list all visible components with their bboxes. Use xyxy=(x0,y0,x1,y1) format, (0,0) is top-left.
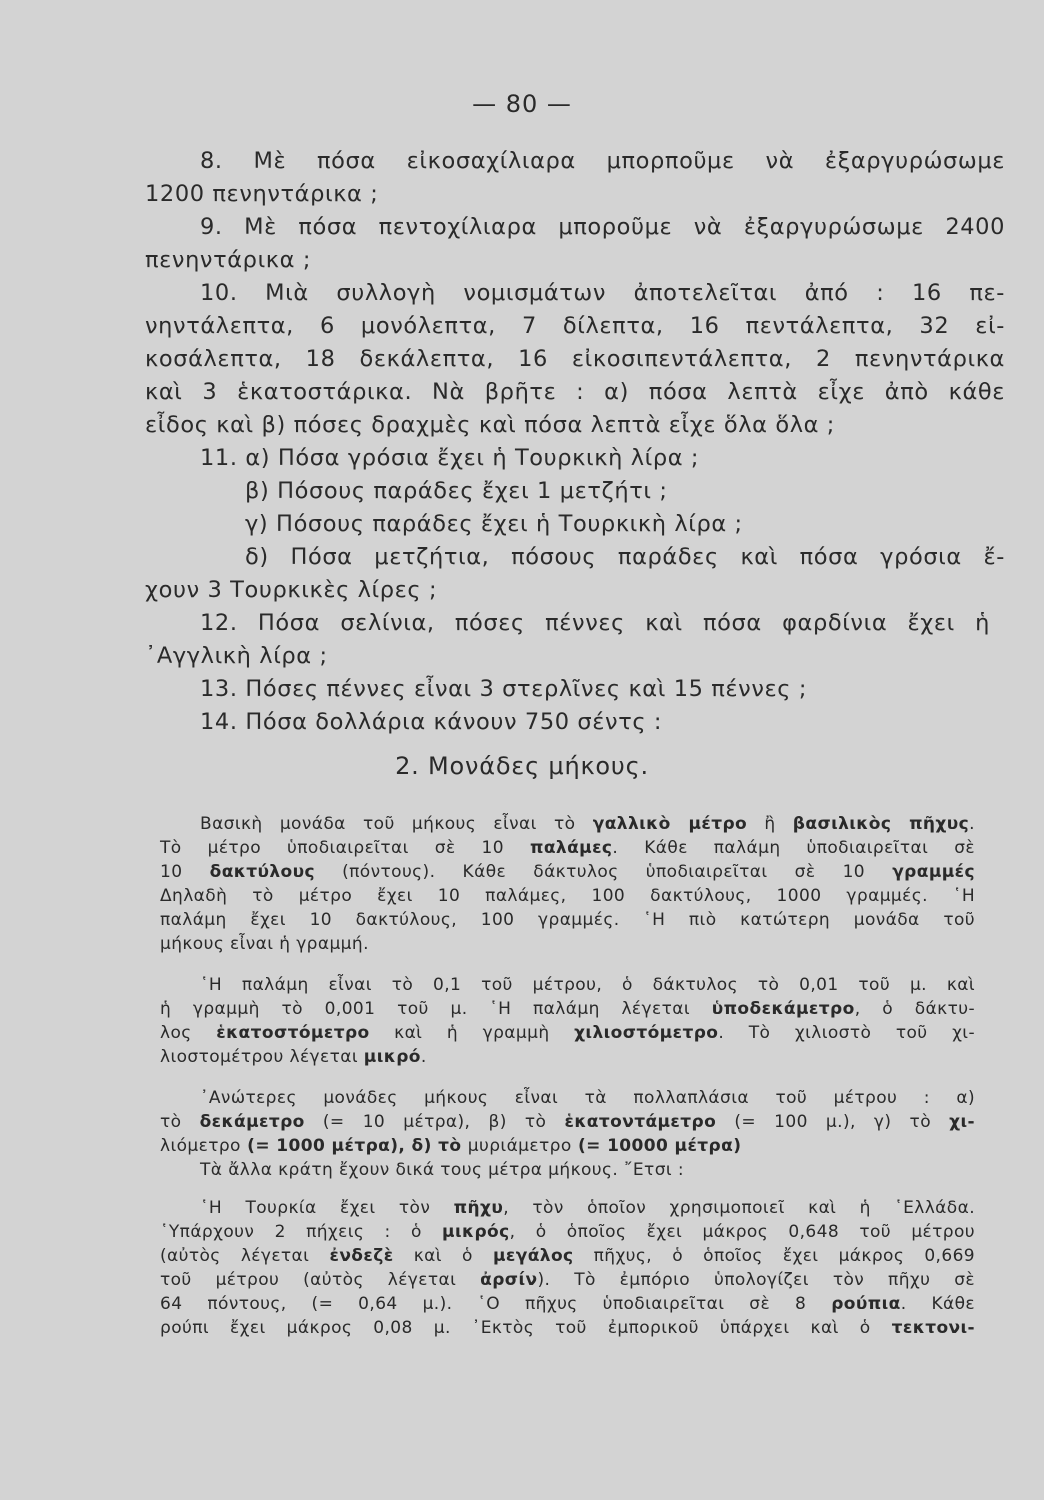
bold-term: δεκάμετρο xyxy=(199,1112,305,1132)
text-line xyxy=(160,884,975,908)
text-segment: Τὸ μέτρο ὑποδιαιρεῖται σὲ 10 xyxy=(160,838,530,858)
bold-term: χιλιοστόμετρο xyxy=(574,1023,719,1043)
text-segment: ῾Η παλάμη εἶναι τὸ 0,1 τοῦ μέτρου, ὁ δάκτυλος τὸ 0,01 τοῦ μ. καὶ xyxy=(200,975,975,995)
text-segment: (πόντους). Κάθε δάκτυλος ὑποδιαιρεῖται σὲ 10 xyxy=(314,862,893,882)
page-number: — 80 — xyxy=(472,90,572,118)
text-segment: . xyxy=(969,814,975,834)
text-line xyxy=(160,1268,975,1292)
bold-term: γραμμές xyxy=(892,862,975,882)
text-segment: (= 10 μέτρα), β) τὸ xyxy=(304,1112,565,1132)
exercise-line: 9. Μὲ πόσα πεντοχίλιαρα μποροῦμε νὰ ἐξαργυρώσωμε 2400 xyxy=(200,214,1005,240)
bold-term: γαλλικὸ μέτρο xyxy=(592,814,748,834)
text-line xyxy=(160,1110,975,1134)
text-segment: ). Τὸ ἐμπόριο ὑπολογίζει τὸν πῆχυ σὲ xyxy=(537,1270,975,1290)
bold-term: ἀρσίν xyxy=(480,1270,538,1290)
bold-term: (= 1000 μέτρα), δ) τὸ xyxy=(240,1136,468,1156)
text-line xyxy=(160,908,975,932)
text-segment: 10 xyxy=(160,862,210,882)
text-segment: καὶ ἡ γραμμὴ xyxy=(369,1023,575,1043)
exercise-line: 8. Μὲ πόσα εἰκοσαχίλιαρα μπορποῦμε νὰ ἐξαργυρώσωμε xyxy=(200,148,1005,174)
text-segment: ἡ γραμμὴ τὸ 0,001 τοῦ μ. ῾Η παλάμη λέγεται xyxy=(160,999,712,1019)
text-line xyxy=(160,932,975,956)
exercise-line: κοσάλεπτα, 18 δεκάλεπτα, 16 εἰκοσιπεντάλεπτα, 2 πενηντάρικα xyxy=(145,346,1005,372)
exercise-line: καὶ 3 ἑκατοστάρικα. Νὰ βρῆτε : α) πόσα λεπτὰ εἶχε ἀπὸ κάθε xyxy=(145,379,1005,405)
text-segment: μυριάμετρο xyxy=(467,1136,572,1156)
exercise-line: εἶδος καὶ β) πόσες δραχμὲς καὶ πόσα λεπτὰ εἶχε ὅλα ὅλα ; xyxy=(145,412,835,438)
text-line xyxy=(160,860,975,884)
text-segment: πῆχυς, ὁ ὁποῖος ἔχει μάκρος 0,669 xyxy=(573,1246,976,1266)
exercise-line: β) Πόσους παράδες ἔχει 1 μετζήτι ; xyxy=(245,478,668,504)
text-segment: Τὰ ἄλλα κράτη ἔχουν δικά τους μέτρα μήκους. ῎Ετσι : xyxy=(200,1160,684,1180)
exercise-line: γ) Πόσους παράδες ἔχει ἡ Τουρκικὴ λίρα ; xyxy=(245,511,743,537)
text-segment: . Τὸ χιλιοστὸ τοῦ χι- xyxy=(718,1023,975,1043)
text-line xyxy=(160,1045,975,1069)
text-segment: μήκους εἶναι ἡ γραμμή. xyxy=(160,934,369,954)
exercise-line: 1200 πενηντάρικα ; xyxy=(145,181,379,207)
text-segment: , ὁ ὁποῖος ἔχει μάκρος 0,648 τοῦ μέτρου xyxy=(509,1222,975,1242)
exercise-line: νηντάλεπτα, 6 μονόλεπτα, 7 δίλεπτα, 16 πεντάλεπτα, 32 εἰ- xyxy=(145,313,1005,339)
text-segment: λος xyxy=(160,1023,217,1043)
exercise-line: 12. Πόσα σελίνια, πόσες πέννες καὶ πόσα φαρδίνια ἔχει ἡ xyxy=(200,610,990,636)
text-line xyxy=(160,997,975,1021)
exercise-line: 10. Μιὰ συλλογὴ νομισμάτων ἀποτελεῖται ἀπό : 16 πε- xyxy=(200,280,1005,306)
text-segment: λιοστομέτρου λέγεται xyxy=(160,1047,364,1067)
bold-term: ἑκατοντάμετρο xyxy=(564,1112,717,1132)
text-line xyxy=(200,1158,975,1182)
bold-term: ὑποδεκάμετρο xyxy=(711,999,855,1019)
bold-term: μικρό xyxy=(363,1047,421,1067)
bold-term: δακτύλους xyxy=(209,862,315,882)
section-title: 2. Μονάδες μήκους. xyxy=(395,752,649,780)
bold-term: τεκτονι- xyxy=(891,1318,975,1338)
text-segment: ρούπι ἔχει μάκρος 0,08 μ. ᾿Εκτὸς τοῦ ἐμπορικοῦ ὑπάρχει καὶ ὁ xyxy=(160,1318,892,1338)
text-segment: τοῦ μέτρου (αὐτὸς λέγεται xyxy=(160,1270,481,1290)
text-segment: ῾Η Τουρκία ἔχει τὸν xyxy=(200,1198,454,1218)
text-line xyxy=(160,1220,975,1244)
text-segment: ἢ xyxy=(747,814,793,834)
text-segment: (αὐτὸς λέγεται xyxy=(160,1246,330,1266)
text-line xyxy=(160,836,975,860)
bold-term: βασιλικὸς πῆχυς xyxy=(792,814,970,834)
text-line xyxy=(160,1316,975,1340)
text-segment: Δηλαδὴ τὸ μέτρο ἔχει 10 παλάμες, 100 δακτύλους, 1000 γραμμές. ῾Η xyxy=(160,886,975,906)
text-segment: τὸ xyxy=(160,1112,200,1132)
text-line xyxy=(200,812,975,836)
text-segment: καὶ ὁ xyxy=(393,1246,493,1266)
bold-term: πῆχυ xyxy=(453,1198,504,1218)
text-segment: λιόμετρο xyxy=(160,1136,241,1156)
exercise-line: 13. Πόσες πέννες εἶναι 3 στερλῖνες καὶ 15 πέννες ; xyxy=(200,676,808,702)
exercise-line: 14. Πόσα δολλάρια κάνουν 750 σέντς : xyxy=(200,709,663,735)
text-segment: , ὁ δάκτυ- xyxy=(854,999,975,1019)
bold-term: παλάμες xyxy=(530,838,613,858)
text-segment: . Κάθε παλάμη ὑποδιαιρεῖται σὲ xyxy=(612,838,975,858)
exercise-line: ᾿Αγγλικὴ λίρα ; xyxy=(145,643,328,669)
text-line xyxy=(200,973,975,997)
exercise-line: δ) Πόσα μετζήτια, πόσους παράδες καὶ πόσα γρόσια ἔ- xyxy=(245,544,1005,570)
exercise-line: πενηντάρικα ; xyxy=(145,247,312,273)
text-segment: . Κάθε xyxy=(900,1294,975,1314)
text-line xyxy=(200,1196,975,1220)
text-line xyxy=(160,1244,975,1268)
text-segment: Βασικὴ μονάδα τοῦ μήκους εἶναι τὸ xyxy=(200,814,593,834)
text-line xyxy=(160,1021,975,1045)
bold-term: μικρός xyxy=(442,1222,510,1242)
bold-term: ἑκατοστόμετρο xyxy=(216,1023,370,1043)
bold-term: χι- xyxy=(949,1112,975,1132)
text-segment: ῾Υπάρχουν 2 πήχεις : ὁ xyxy=(160,1222,443,1242)
text-line xyxy=(160,1134,975,1158)
text-segment: 64 πόντους, (= 0,64 μ.). ῾Ο πῆχυς ὑποδιαιρεῖται σὲ 8 xyxy=(160,1294,832,1314)
bold-term: ἐνδεζὲ xyxy=(329,1246,394,1266)
bold-term: ρούπια xyxy=(831,1294,901,1314)
bold-term: (= 10000 μέτρα) xyxy=(571,1136,742,1156)
text-segment: , τὸν ὁποῖον χρησιμοποιεῖ καὶ ἡ ῾Ελλάδα. xyxy=(503,1198,975,1218)
exercise-line: χουν 3 Τουρκικὲς λίρες ; xyxy=(145,577,438,603)
text-line xyxy=(200,1086,975,1110)
text-line xyxy=(160,1292,975,1316)
text-segment: ᾿Ανώτερες μονάδες μήκους εἶναι τὰ πολλαπλάσια τοῦ μέτρου : α) xyxy=(200,1088,975,1108)
exercise-line: 11. α) Πόσα γρόσια ἔχει ἡ Τουρκικὴ λίρα ; xyxy=(200,445,700,471)
text-segment: (= 100 μ.), γ) τὸ xyxy=(716,1112,950,1132)
text-segment: . xyxy=(420,1047,427,1067)
bold-term: μεγάλος xyxy=(492,1246,574,1266)
text-segment: παλάμη ἔχει 10 δακτύλους, 100 γραμμές. ῾Η πιὸ κατώτερη μονάδα τοῦ xyxy=(160,910,975,930)
